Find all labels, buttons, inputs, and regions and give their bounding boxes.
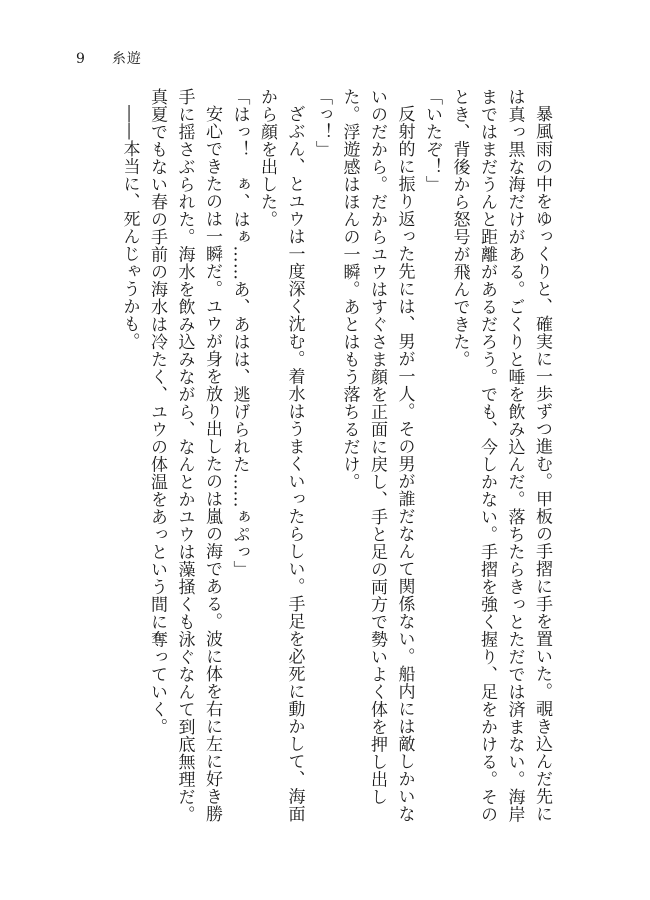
chapter-title: 糸遊: [111, 51, 142, 67]
dialogue-line: 「っ！」: [312, 88, 332, 158]
dialogue-line: 「いたぞ！」: [422, 88, 442, 193]
body-text: [115, 88, 555, 828]
paragraph: 暴風雨の中をゆっくりと、確実に一歩ずつ進む。甲板の手摺に手を置いた。覗き込んだ先には真っ黒な海だけがある。ごくりと唾を飲み込んだ。落ちたらきっとただでは済まない。海岸まではまだうんと距離があるだろう。でも、今しかない。手摺を強く握り、足をかける。そのとき、背後から怒号が飛んできた。: [449, 88, 552, 823]
page-number: 9: [76, 51, 86, 67]
paragraph: 安心できたのは一瞬だ。ユウが身を放り出したのは嵐の海である。波に体を右に左に好き勝手に揺さぶられた。海水を飲み込みながら、なんとかユウは藻掻くも泳ぐなんて到底無理だ。真夏でもない春の手前の海水は冷たく、ユウの体温をあっという間に奪っていく。: [147, 88, 222, 823]
running-header: [76, 48, 142, 68]
paragraph: ――本当に、死んじゃうかも。: [119, 105, 140, 350]
dialogue-line: 「はっ！ ぁ、はぁ……あ、あはは、逃げられた……ぁぷっ」: [229, 88, 250, 578]
paragraph: ざぶん、とユウは一度深く沈む。着水はうまくいったらしい。手足を必死に動かして、海面から顔を出した。: [257, 88, 305, 823]
paragraph: 反射的に振り返った先には、男が一人。その男が誰だなんて関係ない。船内には敵しかいないのだから。だからユウはすぐさま顔を正面に戻し、手と足の両方で勢いよく体を押し出した。浮遊感はほんの一瞬。あとはもう落ちるだけ。: [339, 88, 415, 823]
